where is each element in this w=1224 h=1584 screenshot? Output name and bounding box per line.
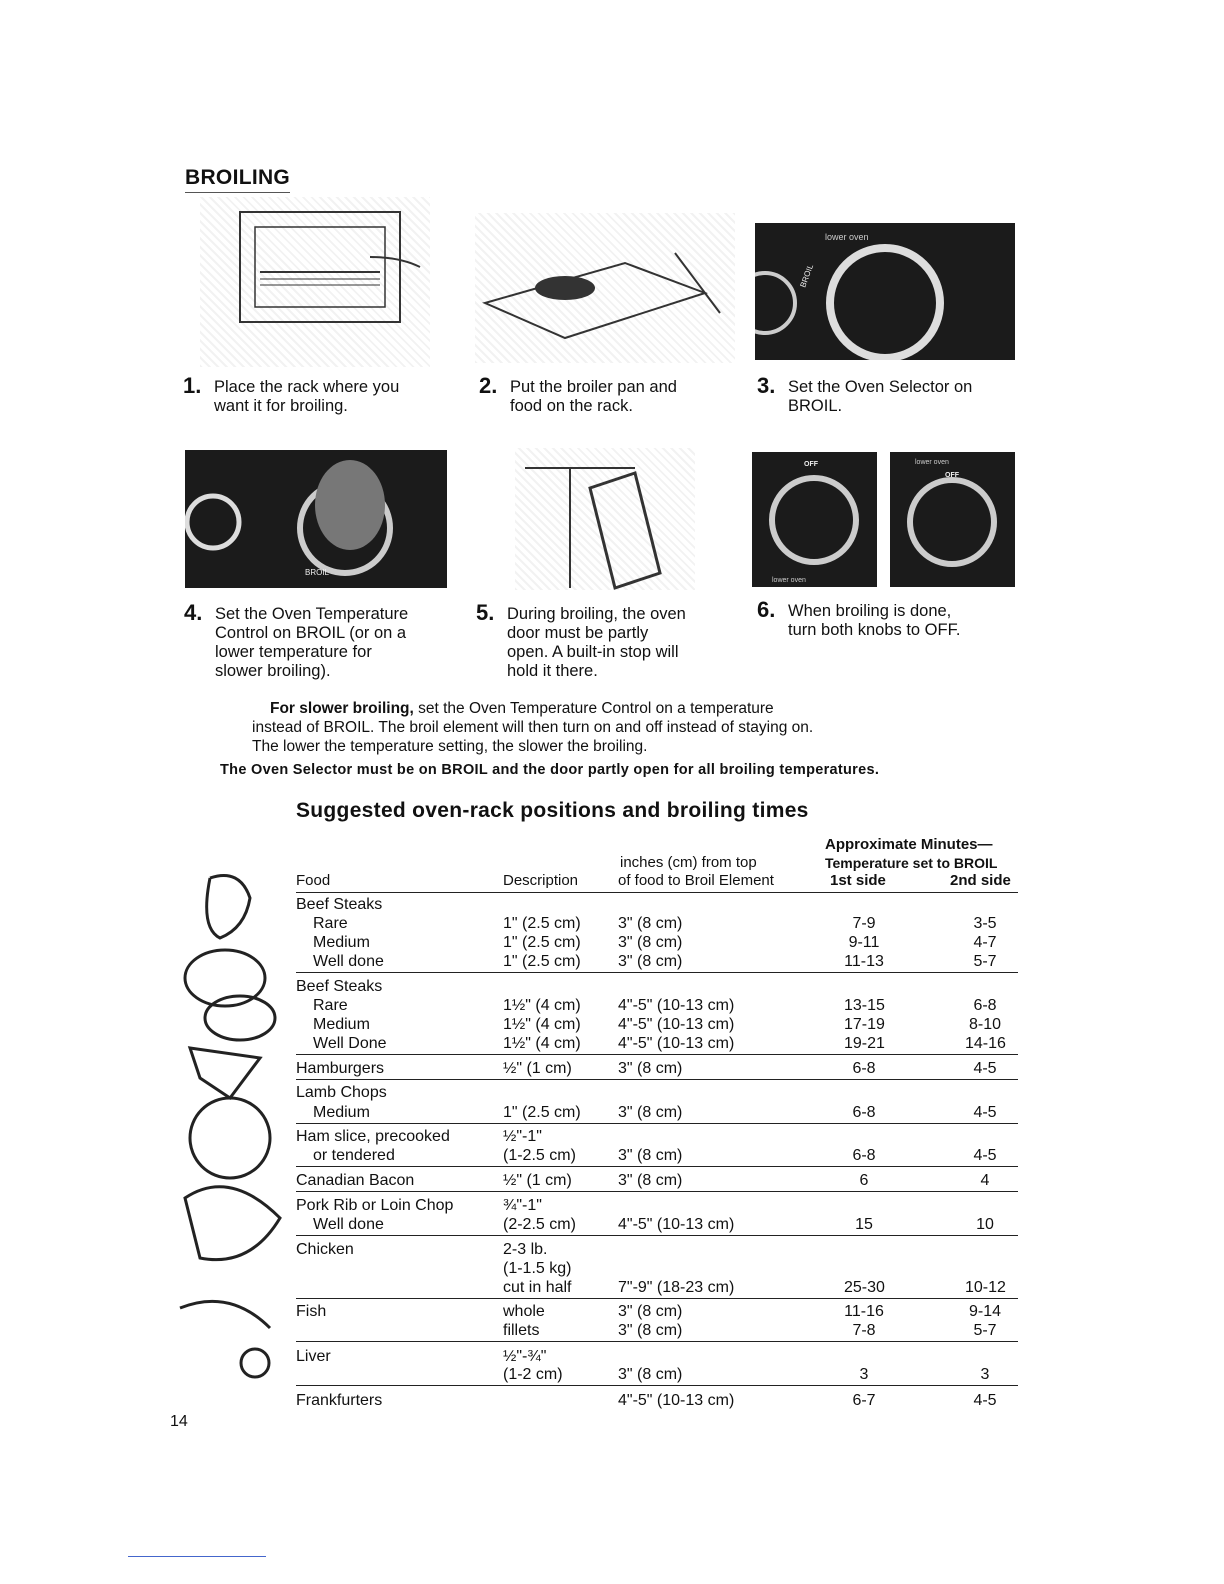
cell-description: cut in half <box>503 1279 572 1296</box>
cell-second-side: 5-7 <box>973 953 997 970</box>
cell-description: 1" (2.5 cm) <box>503 915 581 932</box>
temperature-control-illustration <box>185 450 447 588</box>
svg-text:BROIL: BROIL <box>798 263 816 289</box>
cell-food: Medium <box>313 934 370 951</box>
step-4-number: 4. <box>184 600 203 625</box>
cell-second-side: 4-5 <box>973 1104 997 1121</box>
cell-first-side: 19-21 <box>844 1035 885 1052</box>
cell-distance: 3" (8 cm) <box>618 1303 683 1320</box>
step-2-text: Put the broiler pan and food on the rack. <box>510 378 677 415</box>
step-6-text: When broiling is done, turn both knobs to OFF. <box>788 602 961 639</box>
cell-food: Pork Rib or Loin Chop <box>296 1197 454 1214</box>
cell-food: Beef Steaks <box>296 896 383 913</box>
cell-food: Medium <box>313 1104 370 1121</box>
knobs-off-right-illustration <box>890 452 1015 587</box>
row-divider <box>296 1123 1018 1124</box>
cell-description: (1-1.5 kg) <box>503 1260 572 1277</box>
header-inches-l2: of food to Broil Element <box>618 872 774 889</box>
page-number: 14 <box>170 1413 188 1430</box>
cell-description: 1½" (4 cm) <box>503 1035 581 1052</box>
cell-description: 1" (2.5 cm) <box>503 1104 581 1121</box>
cell-first-side: 6-8 <box>852 1060 876 1077</box>
row-divider <box>296 972 1018 973</box>
cell-description: 2-3 lb. <box>503 1241 548 1258</box>
cell-food: Well done <box>313 1216 384 1233</box>
knobs-off-left-illustration <box>752 452 877 587</box>
step-5-text: During broiling, the oven door must be partly open. A built-in stop will hold it there. <box>507 605 686 680</box>
cell-description: fillets <box>503 1322 540 1339</box>
svg-text:lower oven: lower oven <box>772 577 806 584</box>
cell-second-side: 4-5 <box>973 1392 997 1409</box>
cell-description: 1" (2.5 cm) <box>503 934 581 951</box>
cell-description: whole <box>503 1303 545 1320</box>
cell-second-side: 8-10 <box>968 1016 1002 1033</box>
step-5-number: 5. <box>476 600 495 625</box>
cell-first-side: 6-8 <box>852 1147 876 1164</box>
cell-distance: 3" (8 cm) <box>618 1147 683 1164</box>
cell-second-side: 4 <box>980 1172 990 1189</box>
table-title: Suggested oven-rack positions and broiling times <box>296 799 809 822</box>
cell-food: Well Done <box>313 1035 387 1052</box>
cell-second-side: 5-7 <box>973 1322 997 1339</box>
cell-first-side: 7-8 <box>852 1322 876 1339</box>
header-approx-l2: Temperature set to BROIL <box>825 855 998 871</box>
cell-distance: 4"-5" (10-13 cm) <box>618 1392 735 1409</box>
cell-first-side: 17-19 <box>844 1016 885 1033</box>
row-divider <box>296 1235 1018 1236</box>
cell-food: Ham slice, precooked <box>296 1128 450 1145</box>
cell-description: ¾"-1" <box>503 1197 542 1214</box>
step-4-text: Set the Oven Temperature Control on BROIL (or on a lower temperature for slower broiling). <box>215 605 409 680</box>
temperature-knob-icon <box>185 450 447 588</box>
broiler-pan-icon <box>475 213 735 363</box>
step-3-number: 3. <box>757 373 776 398</box>
cell-first-side: 11-16 <box>844 1303 884 1320</box>
cell-distance: 3" (8 cm) <box>618 1322 683 1339</box>
rack-placement-illustration <box>200 197 430 367</box>
header-rule <box>296 892 1018 893</box>
cell-food: Chicken <box>296 1241 354 1258</box>
cell-description: ½" (1 cm) <box>503 1060 572 1077</box>
header-first-side: 1st side <box>830 872 886 889</box>
slower-broiling-line3: The lower the temperature setting, the slower the broiling. <box>252 738 648 755</box>
important-note: The Oven Selector must be on BROIL and the door partly open for all broiling temperatures. <box>220 762 880 778</box>
header-food: Food <box>296 872 331 889</box>
svg-text:lower oven: lower oven <box>915 459 949 466</box>
cell-second-side: 4-7 <box>973 934 997 951</box>
cell-distance: 3" (8 cm) <box>618 1366 683 1383</box>
step-1-text: Place the rack where you want it for broiling. <box>214 378 400 415</box>
row-divider <box>296 1166 1018 1167</box>
svg-text:OFF: OFF <box>804 461 818 468</box>
cell-description: 1½" (4 cm) <box>503 1016 581 1033</box>
cell-food: Rare <box>313 915 348 932</box>
cell-second-side: 3-5 <box>973 915 997 932</box>
oven-door-illustration <box>515 448 695 590</box>
row-divider <box>296 1191 1018 1192</box>
cell-description: (2-2.5 cm) <box>503 1216 576 1233</box>
row-divider <box>296 1298 1018 1299</box>
left-knob-off-icon <box>752 452 877 587</box>
cell-description: ½"-1" <box>503 1128 542 1145</box>
cell-first-side: 3 <box>859 1366 869 1383</box>
cell-second-side: 9-14 <box>968 1303 1002 1320</box>
cell-first-side: 7-9 <box>852 915 876 932</box>
cell-second-side: 4-5 <box>973 1060 997 1077</box>
slower-broiling-lead: For slower broiling, <box>270 700 414 717</box>
step-2-number: 2. <box>479 373 498 398</box>
cell-distance: 3" (8 cm) <box>618 915 683 932</box>
cell-distance: 3" (8 cm) <box>618 934 683 951</box>
cell-food: Liver <box>296 1348 331 1365</box>
cell-first-side: 6 <box>859 1172 869 1189</box>
cell-first-side: 9-11 <box>848 934 880 951</box>
cell-food: Lamb Chops <box>296 1084 387 1101</box>
cell-first-side: 6-7 <box>852 1392 876 1409</box>
step-3-text: Set the Oven Selector on BROIL. <box>788 378 973 415</box>
broiler-pan-illustration <box>475 213 735 363</box>
header-approx-l1: Approximate Minutes— <box>825 836 993 853</box>
row-divider <box>296 1341 1018 1342</box>
cell-description: ½" (1 cm) <box>503 1172 572 1189</box>
cell-distance: 4"-5" (10-13 cm) <box>618 1216 735 1233</box>
step-1-number: 1. <box>183 373 202 398</box>
slower-broiling-line2: instead of BROIL. The broil element will then turn on and off instead of staying on. <box>252 719 814 736</box>
cell-food: Beef Steaks <box>296 978 383 995</box>
cell-first-side: 15 <box>855 1216 873 1233</box>
cell-first-side: 11-13 <box>844 953 884 970</box>
cell-second-side: 4-5 <box>973 1147 997 1164</box>
cell-food: Medium <box>313 1016 370 1033</box>
right-knob-off-icon <box>890 452 1015 587</box>
food-drawing-icon <box>170 868 290 1388</box>
cell-distance: 4"-5" (10-13 cm) <box>618 997 735 1014</box>
cell-food: Frankfurters <box>296 1392 383 1409</box>
cell-second-side: 10-12 <box>965 1279 1006 1296</box>
cell-second-side: 14-16 <box>965 1035 1006 1052</box>
cell-distance: 3" (8 cm) <box>618 1172 683 1189</box>
cell-distance: 3" (8 cm) <box>618 953 683 970</box>
cell-first-side: 6-8 <box>852 1104 876 1121</box>
cell-second-side: 10 <box>976 1216 994 1233</box>
header-second-side: 2nd side <box>950 872 1011 889</box>
svg-text:BROIL: BROIL <box>305 568 330 577</box>
cell-description: 1" (2.5 cm) <box>503 953 581 970</box>
food-illustration <box>170 868 290 1388</box>
oven-door-icon <box>515 448 695 590</box>
row-divider <box>296 1079 1018 1080</box>
cell-description: 1½" (4 cm) <box>503 997 581 1014</box>
svg-text:lower oven: lower oven <box>825 232 869 242</box>
svg-text:OFF: OFF <box>945 472 959 479</box>
cell-description: (1-2 cm) <box>503 1366 563 1383</box>
cell-description: (1-2.5 cm) <box>503 1147 576 1164</box>
step-6-number: 6. <box>757 597 776 622</box>
row-divider <box>296 1385 1018 1386</box>
cell-distance: 3" (8 cm) <box>618 1060 683 1077</box>
cell-distance: 4"-5" (10-13 cm) <box>618 1016 735 1033</box>
header-inches-l1: inches (cm) from top <box>620 854 757 871</box>
cell-distance: 4"-5" (10-13 cm) <box>618 1035 735 1052</box>
cell-distance: 7"-9" (18-23 cm) <box>618 1279 735 1296</box>
cell-food: or tendered <box>313 1147 395 1164</box>
cell-description: ½"-¾" <box>503 1348 547 1365</box>
oven-selector-illustration <box>755 223 1015 360</box>
footer-line <box>128 1556 266 1557</box>
cell-first-side: 13-15 <box>844 997 885 1014</box>
cell-second-side: 6-8 <box>973 997 997 1014</box>
cell-food: Fish <box>296 1303 327 1320</box>
cell-food: Hamburgers <box>296 1060 385 1077</box>
page-title: BROILING <box>185 166 290 193</box>
slower-broiling-line1 <box>270 699 774 718</box>
row-divider <box>296 1054 1018 1055</box>
slower-broiling-text1: set the Oven Temperature Control on a temperature <box>413 700 774 717</box>
header-description: Description <box>503 872 579 889</box>
cell-second-side: 3 <box>980 1366 990 1383</box>
cell-food: Well done <box>313 953 384 970</box>
cell-food: Canadian Bacon <box>296 1172 415 1189</box>
cell-food: Rare <box>313 997 348 1014</box>
oven-rack-icon <box>200 197 430 367</box>
cell-distance: 3" (8 cm) <box>618 1104 683 1121</box>
cell-first-side: 25-30 <box>844 1279 885 1296</box>
selector-knob-icon <box>755 223 1015 360</box>
